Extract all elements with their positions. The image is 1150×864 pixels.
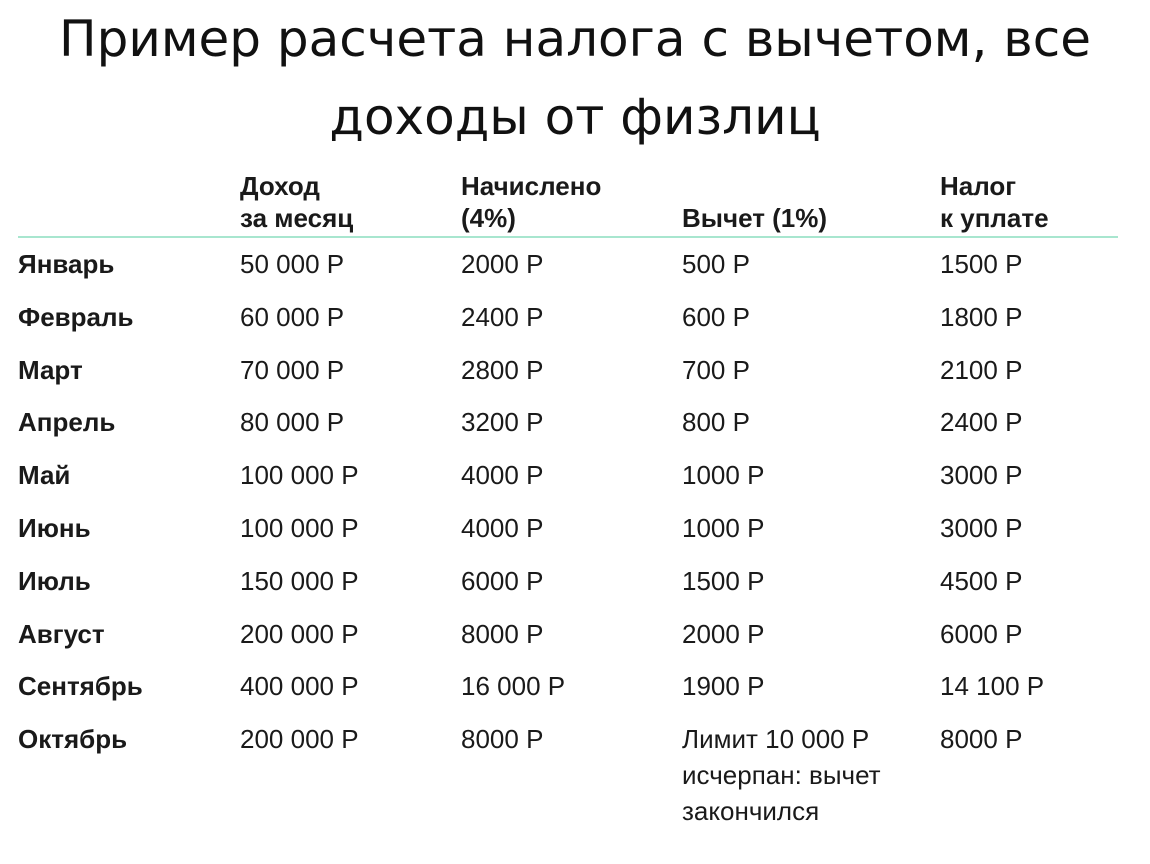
row-deduction: 1000 Р <box>682 460 765 491</box>
slide-title-line-2: доходы от физлиц <box>329 88 821 146</box>
slide-title <box>0 0 1150 156</box>
row-tax: 2100 Р <box>940 354 1023 385</box>
header-accrued <box>461 170 601 234</box>
row-accrued: 3200 Р <box>461 407 544 438</box>
row-accrued: 2800 Р <box>461 354 544 385</box>
row-tax: 1500 Р <box>940 249 1023 279</box>
row-deduction: 800 Р <box>682 407 750 438</box>
row-income: 200 000 Р <box>240 724 359 755</box>
header-income <box>240 170 353 234</box>
row-accrued: 2400 Р <box>461 301 544 332</box>
row-income: 200 000 Р <box>240 618 359 649</box>
row-tax: 1800 Р <box>940 301 1023 332</box>
table-row <box>18 238 1118 291</box>
slide-title-line-1: Пример расчета налога с вычетом, все <box>58 10 1092 68</box>
header-income-line-2: за месяц <box>240 203 354 233</box>
table-row <box>18 344 1118 397</box>
row-income: 60 000 Р <box>240 301 345 332</box>
row-deduction: 1500 Р <box>682 565 765 596</box>
row-accrued: 6000 Р <box>461 565 544 596</box>
row-income: 100 000 Р <box>240 460 359 491</box>
row-accrued: 2000 Р <box>461 249 544 279</box>
row-deduction: 1900 Р <box>682 671 765 702</box>
row-accrued: 8000 Р <box>461 724 544 755</box>
header-accrued-line-1: Начислено <box>461 171 602 201</box>
row-month: Март <box>18 354 83 385</box>
table-row <box>18 660 1118 713</box>
table-header-row <box>18 168 1118 238</box>
row-income: 100 000 Р <box>240 512 359 543</box>
row-income: 50 000 Р <box>240 249 345 279</box>
table-row <box>18 449 1118 502</box>
row-accrued: 16 000 Р <box>461 671 566 702</box>
row-month: Июль <box>18 565 91 596</box>
header-tax-line-1: Налог <box>940 171 1017 201</box>
table-row <box>18 608 1118 661</box>
row-deduction-limit-note: Лимит 10 000 Р исчерпан: вычет закончился <box>682 724 881 827</box>
row-month: Сентябрь <box>18 671 143 702</box>
row-tax: 8000 Р <box>940 724 1023 755</box>
table-row <box>18 713 1118 827</box>
row-tax: 3000 Р <box>940 460 1023 491</box>
row-income: 70 000 Р <box>240 354 345 385</box>
row-tax: 4500 Р <box>940 565 1023 596</box>
table-row <box>18 396 1118 449</box>
row-month: Январь <box>18 249 115 279</box>
header-tax <box>940 170 1049 234</box>
header-deduction-label: Вычет (1%) <box>682 203 828 233</box>
row-accrued: 4000 Р <box>461 460 544 491</box>
row-deduction: 500 Р <box>682 249 750 279</box>
table-row <box>18 502 1118 555</box>
row-income: 150 000 Р <box>240 565 359 596</box>
row-accrued: 4000 Р <box>461 512 544 543</box>
row-month: Май <box>18 460 71 491</box>
row-month: Июнь <box>18 512 91 543</box>
row-month: Октябрь <box>18 724 128 755</box>
row-deduction: 600 Р <box>682 301 750 332</box>
header-income-line-1: Доход <box>240 171 320 201</box>
header-accrued-line-2: (4%) <box>461 203 516 233</box>
table-row <box>18 555 1118 608</box>
row-tax: 2400 Р <box>940 407 1023 438</box>
row-deduction: 1000 Р <box>682 512 765 543</box>
row-month: Апрель <box>18 407 116 438</box>
row-deduction: 2000 Р <box>682 618 765 649</box>
row-month: Август <box>18 618 105 649</box>
row-tax: 3000 Р <box>940 512 1023 543</box>
table-row <box>18 291 1118 344</box>
row-tax: 6000 Р <box>940 618 1023 649</box>
row-income: 80 000 Р <box>240 407 345 438</box>
row-income: 400 000 Р <box>240 671 359 702</box>
row-tax: 14 100 Р <box>940 671 1045 702</box>
row-deduction: 700 Р <box>682 354 750 385</box>
tax-calculation-table <box>18 168 1118 827</box>
header-deduction <box>682 202 827 234</box>
row-accrued: 8000 Р <box>461 618 544 649</box>
header-tax-line-2: к уплате <box>940 203 1049 233</box>
row-month: Февраль <box>18 301 134 332</box>
